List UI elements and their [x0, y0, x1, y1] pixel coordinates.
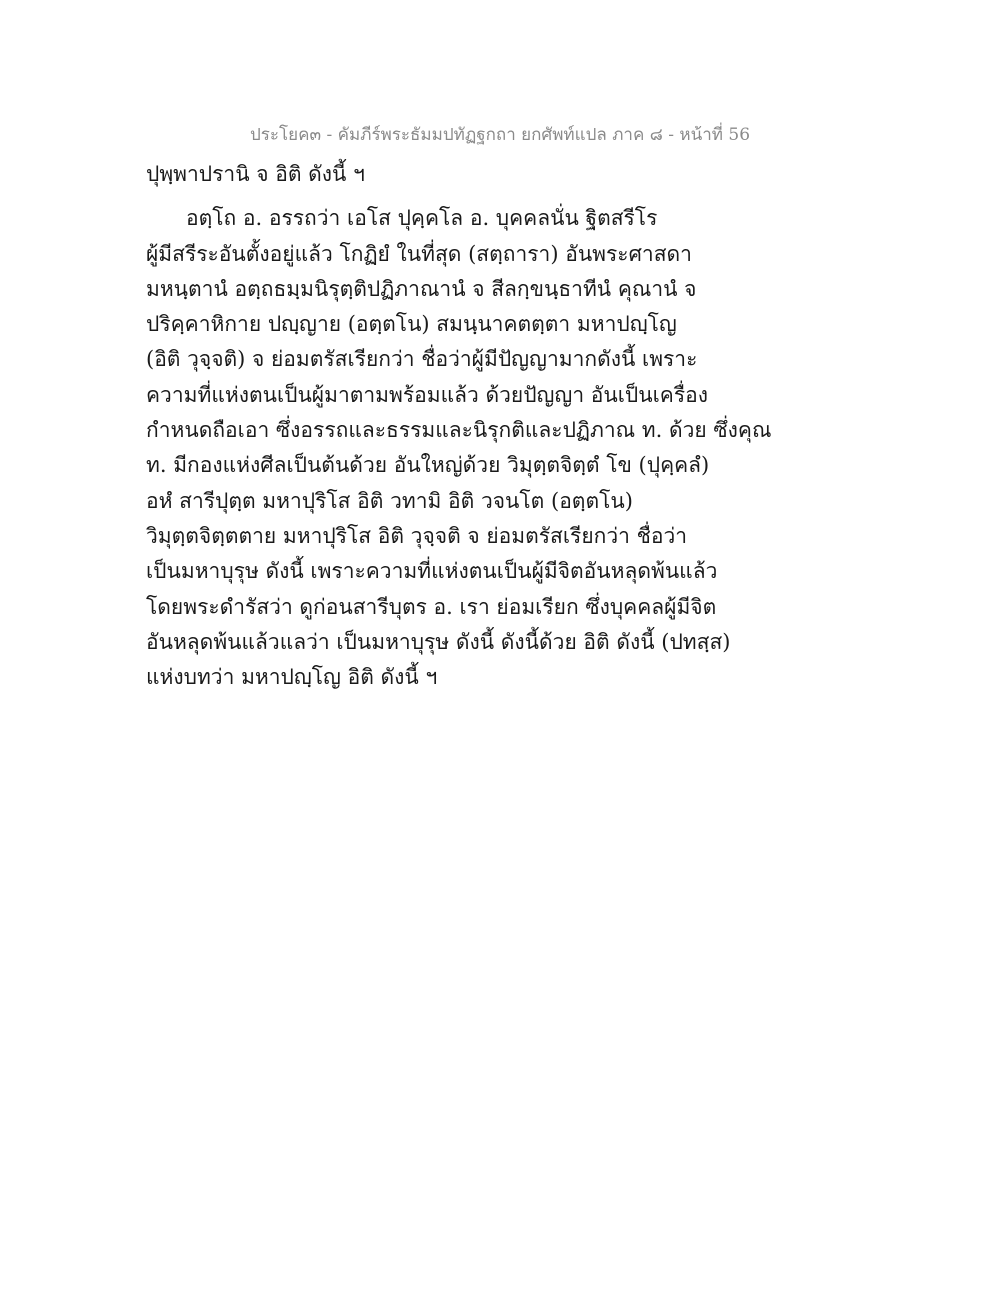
text-line: ปริคฺคาหิกาย ปญฺญาย (อตฺตโน) สมนฺนาคตตฺตา มหาปญฺโญ [146, 312, 677, 337]
text-line: อหํ สารีปุตฺต มหาปุริโส อิติ วทามิ อิติ วจนโต (อตฺตโน) [146, 488, 633, 513]
text-line: เป็นมหาบุรุษ ดังนี้ เพราะความที่แห่งตนเป็นผู้มีจิตอันหลุดพ้นแล้ว [146, 559, 718, 584]
paragraph-first-line: อตฺโถ อ. อรรถว่า เอโส ปุคฺคโล อ. บุคคลนั่น ฐิตสรีโร [186, 206, 658, 231]
text-line: โดยพระดำรัสว่า ดูก่อนสารีบุตร อ. เรา ย่อมเรียก ซึ่งบุคคลผู้มีจิต [146, 594, 717, 619]
text-line: (อิติ วุจฺจติ) จ ย่อมตรัสเรียกว่า ชื่อว่าผู้มีปัญญามากดังนี้ เพราะ [146, 347, 698, 372]
text-line: อันหลุดพ้นแล้วแลว่า เป็นมหาบุรุษ ดังนี้ ดังนี้ด้วย อิติ ดังนี้ (ปทสฺส) [146, 629, 731, 654]
text-line: วิมุตฺตจิตฺตตาย มหาปุริโส อิติ วุจฺจติ จ ย่อมตรัสเรียกว่า ชื่อว่า [146, 523, 688, 548]
body-text [146, 157, 846, 695]
text-line: มหนฺตานํ อตฺถธมฺมนิรุตฺติปฏิภาณานํ จ สีลกฺขนฺธาทีนํ คุณานํ จ [146, 276, 697, 301]
text-line: ท. มีกองแห่งศีลเป็นต้นด้วย อันใหญ่ด้วย วิมุตฺตจิตฺตํ โข (ปุคฺคลํ) [146, 453, 710, 478]
text-line: ผู้มีสรีระอันตั้งอยู่แล้ว โกฏิยํ ในที่สุด (สตฺถารา) อันพระศาสดา [146, 241, 692, 266]
text-line: แห่งบทว่า มหาปญฺโญ อิติ ดังนี้ ฯ [146, 665, 438, 690]
running-header: ประโยค๓ - คัมภีร์พระธัมมปทัฏฐกถา ยกศัพท์แปล ภาค ๘ - หน้าที่ 56 [249, 125, 751, 145]
text-line: กำหนดถือเอา ซึ่งอรรถและธรรมและนิรุกติและปฏิภาณ ท. ด้วย ซึ่งคุณ [146, 418, 772, 443]
text-line: ปุพฺพาปรานิ จ อิติ ดังนี้ ฯ [146, 162, 365, 186]
text-line: ความที่แห่งตนเป็นผู้มาตามพร้อมแล้ว ด้วยปัญญา อันเป็นเครื่อง [146, 382, 708, 407]
